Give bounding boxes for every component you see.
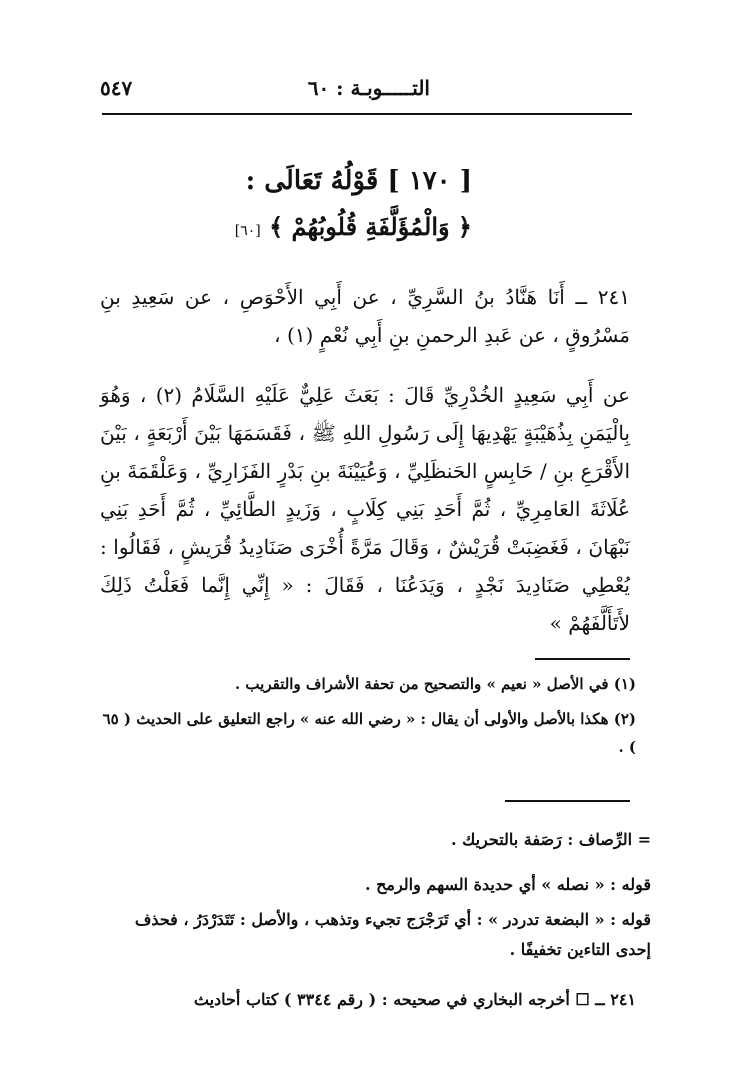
gloss-1: = الرِّصاف : رَصَفة بالتحريك . <box>450 830 651 849</box>
hadith-isnad: ٢٤١ ــ أَنَا هَنَّادُ بنُ السَّرِيِّ ، عن أَبِي الأَحْوَصِ ، عن سَعِيدِ بنِ مَسْرُوقٍ ، عن عَبدِ الرحمنِ بنِ أَبِي نُعْمٍ (١) ، <box>100 285 630 347</box>
footnote-rule <box>535 658 630 660</box>
verse-heading <box>235 212 472 241</box>
running-header <box>100 76 630 106</box>
section-heading: [ ١٧٠ ] قَوْلُهُ تَعَالَى : <box>245 166 472 196</box>
gloss-2: قوله : « نصله » أي حديدة السهم والرمح . <box>364 875 651 894</box>
gloss-rule <box>505 800 630 802</box>
footnote-2: (٢) هكذا بالأصل والأولى أن يقال : « رضي الله عنه » راجع التعليق على الحديث ( ٦٥ ) . <box>102 710 636 756</box>
header-rule <box>102 113 632 115</box>
page-number: ٥٤٧ <box>100 76 133 100</box>
footnote-1: (١) في الأصل « نعيم » والتصحيح من تحفة الأشراف والتقريب . <box>234 675 636 693</box>
gloss-3: قوله : « البضعة تدردر » : أي تَرَجْرَج تجيء وتذهب ، والأصل : تَتَدَرْدَرُ ، فحذف إحدى التاءين تخفيفًا . <box>134 910 651 959</box>
verse-text: ﴿ وَالْمُؤَلَّفَةِ قُلُوبُهُمْ ﴾ <box>269 212 472 241</box>
verse-reference: [٦٠] <box>234 223 261 239</box>
chapter-title: التـــــوبـة : ٦٠ <box>307 76 430 100</box>
hadith-matn: عن أَبِي سَعِيدٍ الخُدْرِيِّ قَالَ : بَعَثَ عَلِيٌّ عَلَيْهِ السَّلَامُ (٢) ، وَهُوَ بِالْيَمَنِ بِذُهَيْبَةٍ يَهْدِيهَا إِلَى رَسُولِ اللهِ ﷺ ، فَقَسَمَهَا بَيْنَ أَرْبَعَةٍ ، بَيْنَ الأَقْرَعِ بنِ / حَابِسٍ الحَنظَلِيِّ ، وَعُيَيْنَةَ بنِ بَدْرٍ الفَزَارِيِّ ، وَعَلْقَمَةَ بنِ عُلَاثَةَ العَامِرِيِّ ، ثُمَّ أَحَدِ بَنِي كِلَابٍ ، وَزَيدٍ الطَّائِيِّ ، ثُمَّ أَحَدِ بَنِي نَبْهَانَ ، فَغَضِبَتْ قُرَيْشٌ ، وَقَالَ مَرَّةً أُخْرَى صَنَادِيدُ قُرَيشٍ ، فَقَالُوا : يُعْطِي صَنَادِيدَ نَجْدٍ ، وَيَدَعُنَا ، فَقَالَ : « إِنِّي إِنَّما فَعَلْتُ ذَلِكَ لأَتَأَلَّفَهُمْ » <box>100 383 631 635</box>
takhrij-reference: ٢٤١ ــ ☐ أخرجه البخاري في صحيحه : ( رقم ٣٣٤٤ ) كتاب أحاديث <box>193 990 636 1009</box>
